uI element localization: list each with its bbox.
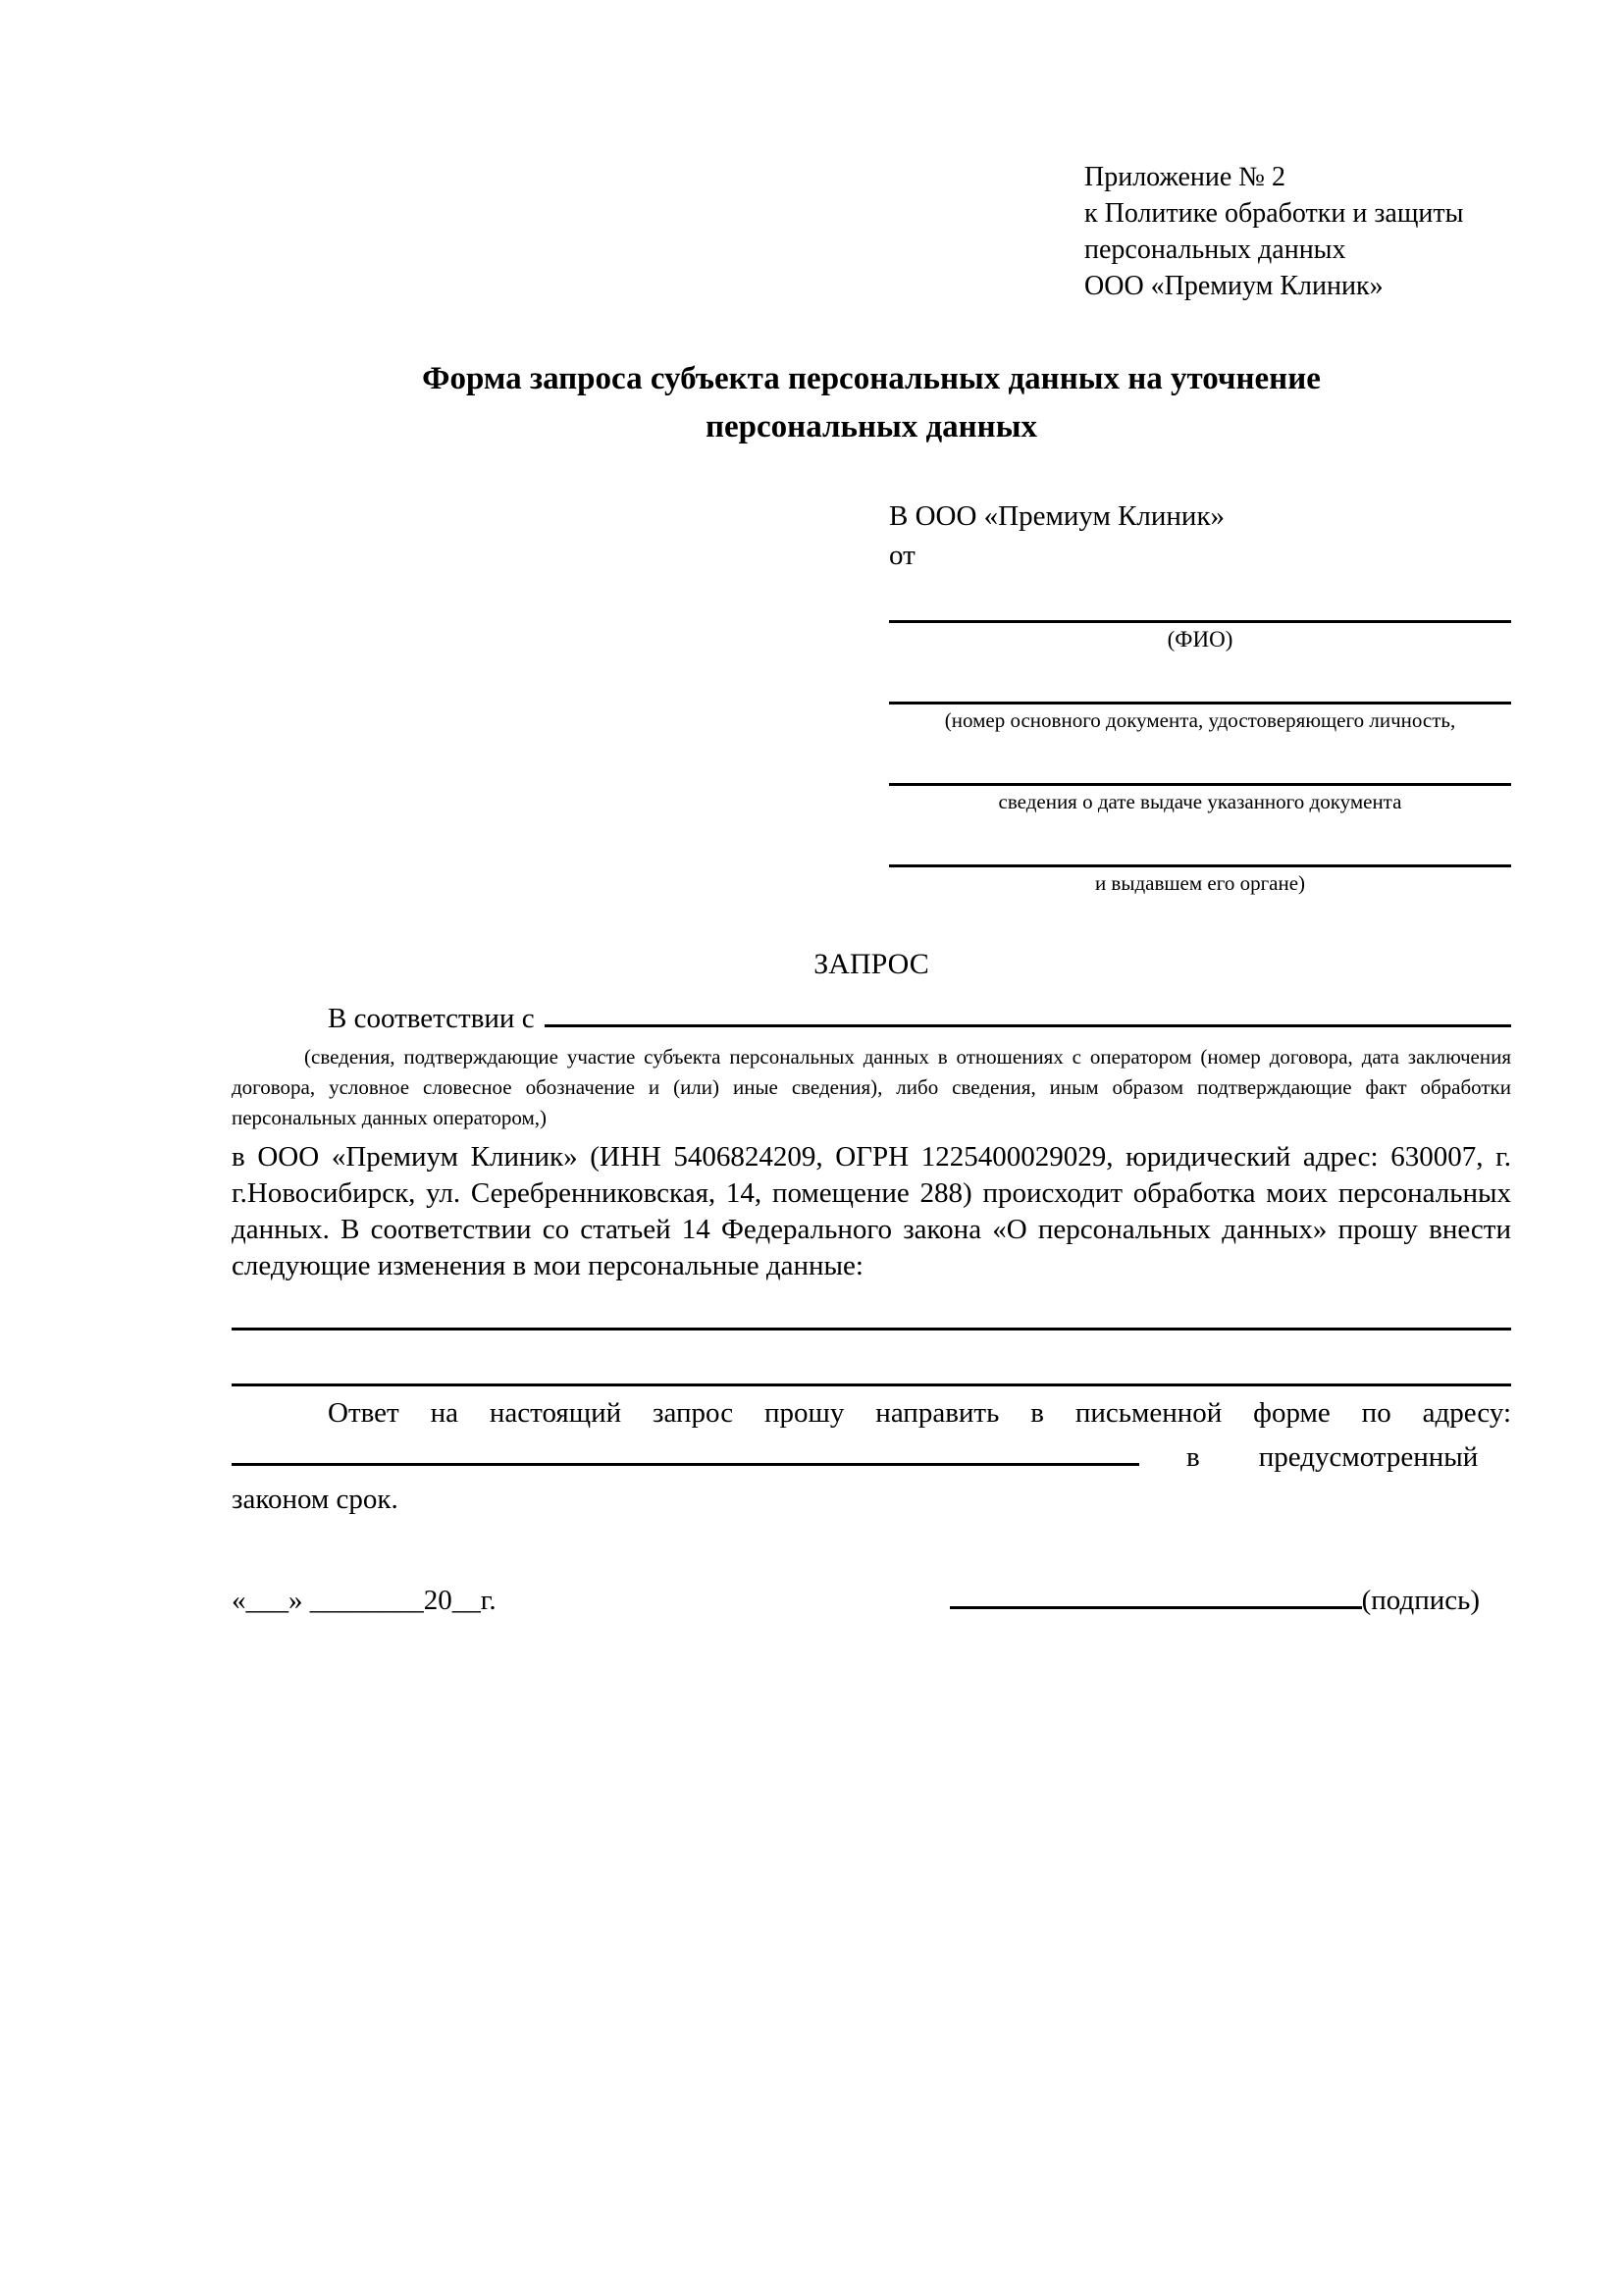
fio-field: [889, 575, 1511, 652]
changes-input-line-1: [232, 1284, 1511, 1331]
issuing-authority-caption: и выдавшем его органе): [1094, 871, 1306, 895]
signature-caption: (подпись): [1361, 1585, 1480, 1616]
document-number-input-line: [889, 652, 1511, 704]
request-heading: ЗАПРОС: [813, 948, 929, 980]
addressee-block: [889, 496, 1511, 897]
changes-input-line-2: [232, 1331, 1511, 1386]
addressee-to: В ООО «Премиум Клиник»: [889, 500, 1226, 532]
signature-row: [232, 1579, 1511, 1619]
issuing-authority-input-line: [889, 815, 1511, 867]
fio-caption: (ФИО): [1167, 627, 1233, 652]
issuing-authority-field: [889, 815, 1511, 897]
accordance-input-line: [545, 995, 1511, 1027]
response-sentence-end: законом срок.: [232, 1484, 398, 1515]
annex-line-3: персональных данных: [1084, 235, 1346, 265]
document-number-field: [889, 652, 1511, 734]
document-title: Форма запроса субъекта персональных данных на уточнение персональных данных: [422, 361, 1321, 444]
document-number-caption: (номер основного документа, удостоверяющего личность,: [944, 708, 1456, 732]
issue-date-field: [889, 734, 1511, 815]
accordance-row: [232, 995, 1511, 1037]
fio-input-line: [889, 575, 1511, 623]
address-input-line: [232, 1435, 1139, 1466]
signature-input-line: [950, 1579, 1362, 1609]
accordance-note: (сведения, подтверждающие участие субъекта персональных данных в отношениях с оператором (номер договора, дата заключения договора, условное словесное обозначение и (или) иные сведения), либо сведения, иным образом подтверждающие факт обработки персональных данных оператором,): [232, 1045, 1511, 1129]
date-template: «___» ________20__г.: [232, 1585, 497, 1616]
issue-date-caption: сведения о дате выдаче указанного документа: [998, 790, 1402, 813]
signature-area: [950, 1579, 1480, 1619]
request-body-paragraph: в ООО «Премиум Клиник» (ИНН 5406824209, ОГРН 1225400029029, юридический адрес: 630007, г. г.Новосибирск, ул. Серебренниковская, 14, помещение 288) происходит обработка моих персональных данных. В соответствии со статьей 14 Федерального закона «О персональных данных» прошу внести следующие изменения в мои персональные данные:: [232, 1141, 1511, 1281]
response-tail-word-2: предусмотренный: [1258, 1441, 1479, 1473]
accordance-prefix: В соответствии с: [328, 1003, 535, 1034]
annex-line-4: ООО «Премиум Клиник»: [1084, 271, 1384, 301]
response-address-row: [232, 1435, 1511, 1476]
response-tail-word-1: в: [1186, 1441, 1200, 1473]
annex-line-1: Приложение № 2: [1084, 162, 1285, 192]
response-sentence-start: Ответ на настоящий запрос прошу направить в письменной форме по адресу:: [328, 1397, 1511, 1429]
issue-date-input-line: [889, 734, 1511, 786]
annex-block: [1084, 159, 1511, 304]
addressee-from-label: от: [889, 540, 916, 571]
annex-line-2: к Политике обработки и защиты: [1084, 198, 1464, 229]
